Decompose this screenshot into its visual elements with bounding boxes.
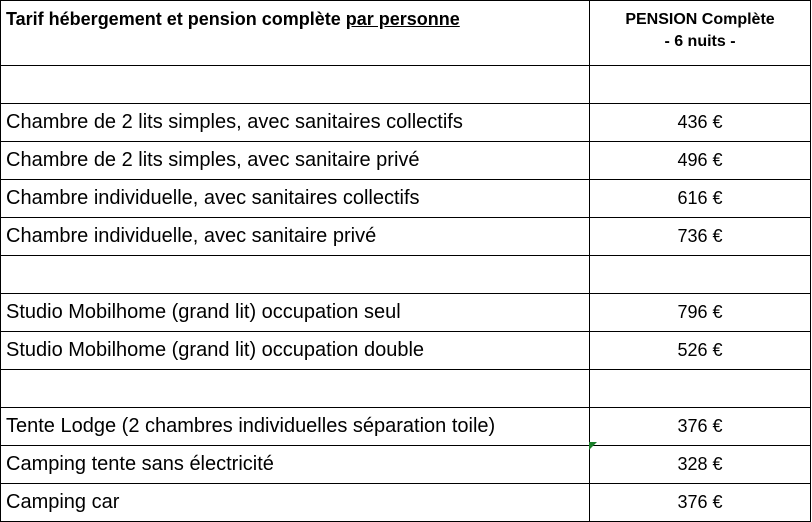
table-row — [1, 256, 811, 294]
row-price-cell[interactable]: 328 € — [590, 446, 811, 484]
row-label-cell[interactable]: Studio Mobilhome (grand lit) occupation double — [1, 332, 590, 370]
table-row — [1, 446, 811, 484]
row-label-cell[interactable]: Chambre individuelle, avec sanitaire privé — [1, 218, 590, 256]
row-price-cell[interactable] — [590, 66, 811, 104]
row-price-cell[interactable] — [590, 370, 811, 408]
header-row — [1, 1, 811, 66]
row-price-cell[interactable]: 616 € — [590, 180, 811, 218]
table-row — [1, 294, 811, 332]
row-price-cell[interactable]: 736 € — [590, 218, 811, 256]
row-label-cell[interactable] — [1, 66, 590, 104]
row-price-cell[interactable]: 376 € — [590, 408, 811, 446]
row-price-cell[interactable]: 376 € — [590, 484, 811, 522]
row-label-cell[interactable]: Chambre de 2 lits simples, avec sanitaire privé — [1, 142, 590, 180]
header-title-prefix: Tarif hébergement et pension complète — [6, 9, 346, 29]
header-title-underlined: par personne — [345, 9, 460, 29]
row-price-cell[interactable] — [590, 256, 811, 294]
table-row — [1, 104, 811, 142]
row-label-cell[interactable]: Chambre de 2 lits simples, avec sanitaires collectifs — [1, 104, 590, 142]
header-pension-cell[interactable] — [590, 1, 811, 66]
table-row — [1, 332, 811, 370]
row-price-cell[interactable]: 436 € — [590, 104, 811, 142]
header-pension-line2: - 6 nuits - — [664, 33, 736, 50]
header-pension-line1: PENSION Complète — [625, 11, 775, 28]
row-label-cell[interactable]: Tente Lodge (2 chambres individuelles séparation toile) — [1, 408, 590, 446]
comment-indicator-icon[interactable] — [589, 442, 597, 450]
table-row — [1, 180, 811, 218]
table-row — [1, 484, 811, 522]
table-row — [1, 142, 811, 180]
table-row — [1, 66, 811, 104]
row-label-cell[interactable] — [1, 370, 590, 408]
table-row — [1, 408, 811, 446]
row-label-cell[interactable]: Camping car — [1, 484, 590, 522]
row-label-cell[interactable]: Camping tente sans électricité — [1, 446, 590, 484]
row-price-cell[interactable]: 796 € — [590, 294, 811, 332]
row-price-cell[interactable]: 496 € — [590, 142, 811, 180]
row-label-cell[interactable]: Studio Mobilhome (grand lit) occupation seul — [1, 294, 590, 332]
table-row — [1, 370, 811, 408]
header-title-cell[interactable] — [1, 1, 590, 66]
row-label-cell[interactable]: Chambre individuelle, avec sanitaires collectifs — [1, 180, 590, 218]
row-label-cell[interactable] — [1, 256, 590, 294]
table-row — [1, 218, 811, 256]
row-price-cell[interactable]: 526 € — [590, 332, 811, 370]
